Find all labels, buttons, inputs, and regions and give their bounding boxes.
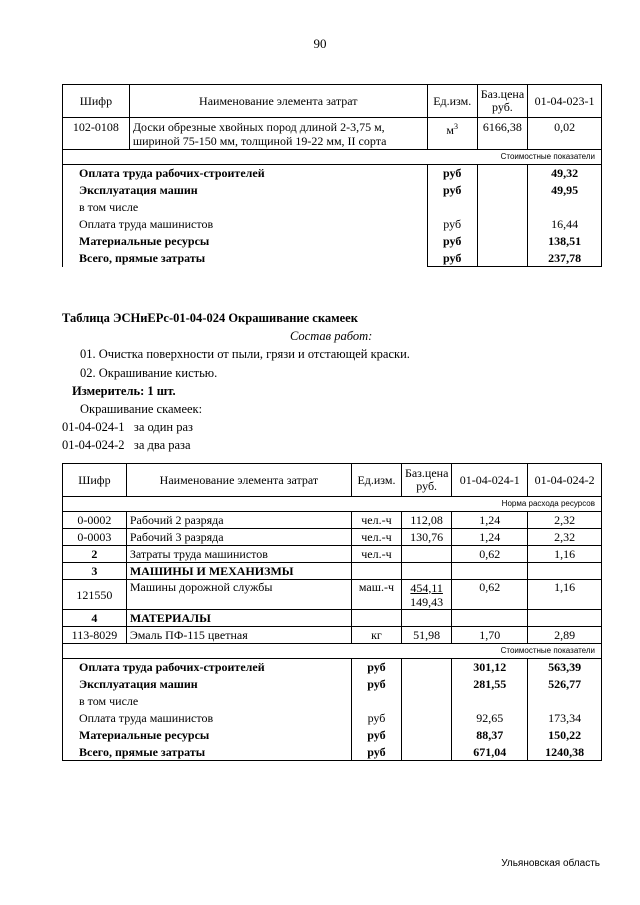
table-header-row <box>63 85 602 118</box>
norm-label: Норма расхода ресурсов <box>63 497 602 512</box>
summary-price <box>401 676 451 693</box>
row-value-2 <box>528 610 602 627</box>
page-number: 90 <box>313 36 327 51</box>
summary-price <box>401 710 451 727</box>
row-value-1: 1,70 <box>452 627 528 644</box>
summary-value <box>528 199 602 216</box>
cost-table-01-04-023 <box>62 84 602 267</box>
table-row <box>63 529 602 546</box>
summary-unit <box>351 693 401 710</box>
row-value-2: 1,16 <box>528 580 602 610</box>
header-variant-1: 01-04-024-1 <box>452 464 528 497</box>
summary-unit: руб <box>351 744 401 761</box>
summary-name: Эксплуатация машин <box>63 182 428 199</box>
summary-unit: руб <box>351 676 401 693</box>
summary-row <box>63 693 602 710</box>
table-row <box>63 580 602 610</box>
row-name-line1: Доски обрезные хвойных пород длиной 2-3,75 м, <box>132 120 385 134</box>
summary-value-2: 526,77 <box>528 676 602 693</box>
variant-label: за один раз <box>133 420 193 434</box>
summary-value-2 <box>528 693 602 710</box>
row-price-value: 454,11 <box>410 580 443 595</box>
summary-name: Оплата труда машинистов <box>63 710 352 727</box>
summary-row <box>63 727 602 744</box>
row-value-1: 1,24 <box>452 512 528 529</box>
summary-row <box>63 182 602 199</box>
table-row <box>63 118 602 150</box>
summary-unit: руб <box>351 727 401 744</box>
row-price <box>401 610 451 627</box>
summary-value-2: 173,34 <box>528 710 602 727</box>
cost-table-01-04-024 <box>62 463 602 761</box>
table-row <box>63 610 602 627</box>
summary-price <box>477 165 527 182</box>
variant-code: 01-04-024-1 <box>62 420 125 434</box>
summary-unit <box>427 199 477 216</box>
summary-unit: руб <box>427 216 477 233</box>
summary-name: Оплата труда рабочих-строителей <box>63 659 352 676</box>
summary-unit: руб <box>351 710 401 727</box>
row-price <box>401 563 451 580</box>
row-value-2: 2,89 <box>528 627 602 644</box>
table-header-row <box>63 464 602 497</box>
row-code: 4 <box>63 610 127 627</box>
table-row <box>63 512 602 529</box>
summary-value: 16,44 <box>528 216 602 233</box>
summary-row <box>63 233 602 250</box>
header-price: Баз.цена руб. <box>401 464 451 497</box>
row-value-1: 0,62 <box>452 546 528 563</box>
row-value-1 <box>452 563 528 580</box>
summary-row <box>63 199 602 216</box>
row-value-2: 1,16 <box>528 546 602 563</box>
summary-value: 49,95 <box>528 182 602 199</box>
summary-row <box>63 659 602 676</box>
summary-row <box>63 676 602 693</box>
meter-label: Измеритель: 1 шт. <box>72 384 176 398</box>
unit-superscript: 3 <box>454 122 458 131</box>
summary-price <box>477 250 527 267</box>
summary-price <box>477 216 527 233</box>
row-code: 113-8029 <box>63 627 127 644</box>
row-code: 0-0003 <box>63 529 127 546</box>
footer-region: Ульяновская область <box>501 858 600 869</box>
summary-price <box>477 233 527 250</box>
row-price: 112,08 <box>401 512 451 529</box>
variant-label: за два раза <box>133 438 191 452</box>
summary-price <box>477 199 527 216</box>
header-name: Наименование элемента затрат <box>129 85 427 118</box>
summary-row <box>63 165 602 182</box>
header-code: Шифр <box>63 85 130 118</box>
row-value-1 <box>452 610 528 627</box>
summary-name: Материальные ресурсы <box>63 727 352 744</box>
norm-label-row <box>63 497 602 512</box>
row-unit: чел.-ч <box>351 512 401 529</box>
summary-unit: руб <box>427 182 477 199</box>
summary-name: Оплата труда машинистов <box>63 216 428 233</box>
summary-name: Всего, прямые затраты <box>63 250 428 267</box>
table-row <box>63 546 602 563</box>
section-label-row <box>63 644 602 659</box>
row-name: Машины дорожной службы <box>126 580 351 610</box>
row-code: 3 <box>63 563 127 580</box>
summary-value: 49,32 <box>528 165 602 182</box>
summary-unit: руб <box>427 165 477 182</box>
row-name <box>129 118 427 150</box>
summary-name: Материальные ресурсы <box>63 233 428 250</box>
header-unit: Ед.изм. <box>427 85 477 118</box>
summary-price <box>401 744 451 761</box>
row-code: 2 <box>63 546 127 563</box>
summary-price <box>401 693 451 710</box>
row-name: Затраты труда машинистов <box>126 546 351 563</box>
variant-2 <box>62 438 191 453</box>
summary-name: Всего, прямые затраты <box>63 744 352 761</box>
summary-value-1: 281,55 <box>452 676 528 693</box>
summary-row <box>63 744 602 761</box>
summary-price <box>401 727 451 744</box>
row-value: 0,02 <box>528 118 602 150</box>
summary-row <box>63 216 602 233</box>
summary-price <box>477 182 527 199</box>
summary-value: 237,78 <box>528 250 602 267</box>
summary-value-2: 1240,38 <box>528 744 602 761</box>
row-unit: чел.-ч <box>351 546 401 563</box>
summary-value-1: 88,37 <box>452 727 528 744</box>
row-name: Рабочий 2 разряда <box>126 512 351 529</box>
summary-name: Оплата труда рабочих-строителей <box>63 165 428 182</box>
row-unit: чел.-ч <box>351 529 401 546</box>
row-value-2: 2,32 <box>528 512 602 529</box>
header-code: Шифр <box>63 464 127 497</box>
row-unit <box>351 610 401 627</box>
row-name: Эмаль ПФ-115 цветная <box>126 627 351 644</box>
summary-name: Эксплуатация машин <box>63 676 352 693</box>
section-label-row <box>63 150 602 165</box>
row-code: 0-0002 <box>63 512 127 529</box>
work-item-1: 01. Очистка поверхности от пыли, грязи и отстающей краски. <box>80 347 410 361</box>
row-unit: маш.-ч <box>351 580 401 610</box>
summary-name: в том числе <box>63 199 428 216</box>
summary-unit: руб <box>351 659 401 676</box>
summary-price <box>401 659 451 676</box>
header-variant-2: 01-04-024-2 <box>528 464 602 497</box>
summary-value-1 <box>452 693 528 710</box>
summary-value-1: 301,12 <box>452 659 528 676</box>
summary-value-2: 563,39 <box>528 659 602 676</box>
composition-title: Состав работ: <box>290 329 373 343</box>
summary-value-1: 92,65 <box>452 710 528 727</box>
row-price: 6166,38 <box>477 118 527 150</box>
header-variant: 01-04-023-1 <box>528 85 602 118</box>
table-title: Таблица ЭСНиЕРс-01-04-024 Окрашивание скамеек <box>62 311 358 325</box>
row-unit: кг <box>351 627 401 644</box>
summary-row <box>63 250 602 267</box>
row-price-value-2: 149,43 <box>410 594 444 609</box>
row-code: 102-0108 <box>63 118 130 150</box>
summary-value-1: 671,04 <box>452 744 528 761</box>
row-value-1: 1,24 <box>452 529 528 546</box>
summary-row <box>63 710 602 727</box>
header-unit: Ед.изм. <box>351 464 401 497</box>
row-code: 121550 <box>63 580 127 610</box>
row-value-2 <box>528 563 602 580</box>
row-price <box>401 546 451 563</box>
row-name: МАТЕРИАЛЫ <box>126 610 351 627</box>
row-name-line2: шириной 75-150 мм, толщиной 19-22 мм, II сорта <box>132 134 387 148</box>
section-label: Стоимостные показатели <box>63 644 602 659</box>
row-price <box>401 580 451 610</box>
row-name: МАШИНЫ И МЕХАНИЗМЫ <box>126 563 351 580</box>
row-price: 130,76 <box>401 529 451 546</box>
section-label: Стоимостные показатели <box>63 150 602 165</box>
summary-name: в том числе <box>63 693 352 710</box>
unit-text: м <box>446 123 454 137</box>
variant-1 <box>62 420 193 435</box>
header-name: Наименование элемента затрат <box>126 464 351 497</box>
summary-value-2: 150,22 <box>528 727 602 744</box>
summary-unit: руб <box>427 233 477 250</box>
row-price: 51,98 <box>401 627 451 644</box>
work-item-2: 02. Окрашивание кистью. <box>80 366 218 380</box>
header-price: Баз.цена руб. <box>477 85 527 118</box>
summary-value: 138,51 <box>528 233 602 250</box>
table-row <box>63 563 602 580</box>
row-value-2: 2,32 <box>528 529 602 546</box>
row-unit <box>351 563 401 580</box>
row-value-1: 0,62 <box>452 580 528 610</box>
row-unit <box>427 118 477 150</box>
table-row <box>63 627 602 644</box>
summary-unit: руб <box>427 250 477 267</box>
painting-label: Окрашивание скамеек: <box>80 402 203 416</box>
variant-code: 01-04-024-2 <box>62 438 125 452</box>
row-name: Рабочий 3 разряда <box>126 529 351 546</box>
